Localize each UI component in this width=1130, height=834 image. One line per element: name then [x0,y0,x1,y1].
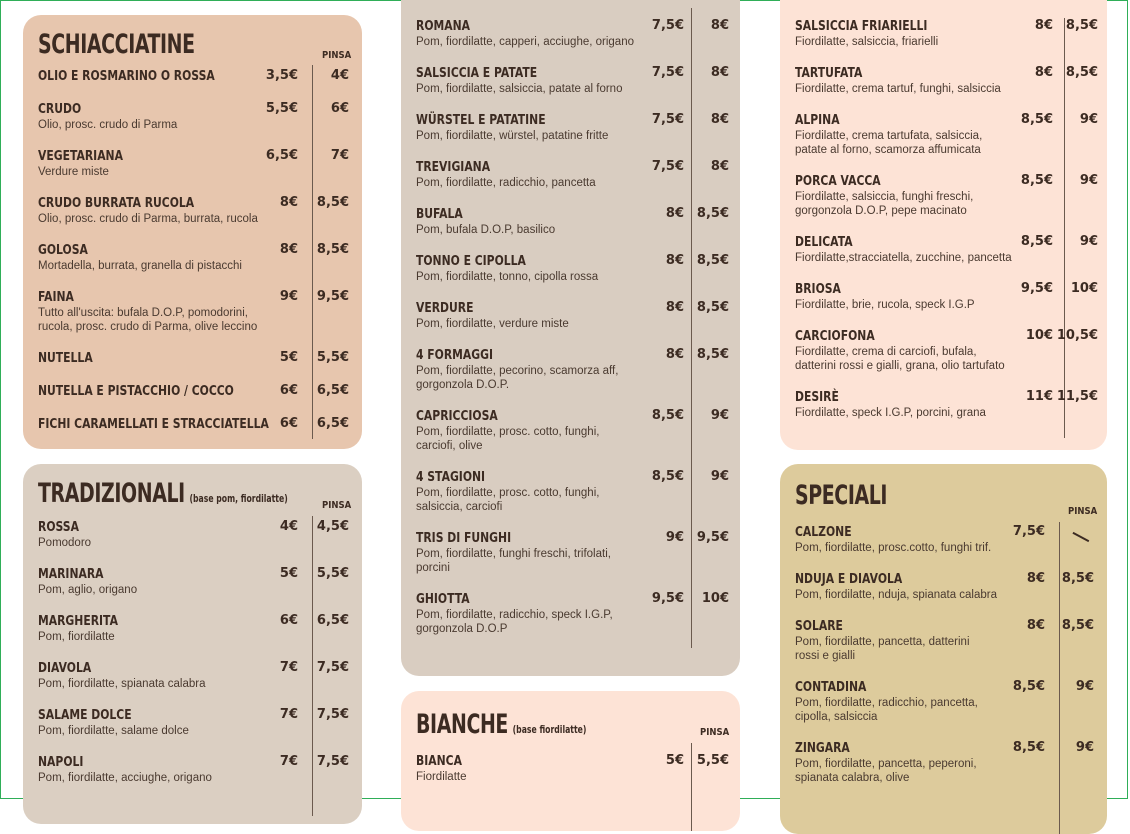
item-description: Pom, bufala D.O.P, basilico [416,224,556,236]
item-price: 8,5€ [651,408,684,423]
item-pinsa-price: 8,5€ [696,206,729,221]
item-price: 4€ [279,519,298,534]
item-price: 5€ [665,753,684,768]
item-price: 8,5€ [1020,234,1053,249]
menu-item [38,566,352,606]
item-name: VERDURE [416,300,474,316]
item-price: 9,5€ [651,591,684,606]
item-pinsa-price: 8,5€ [316,242,349,257]
item-description: Fiordilatte [416,771,467,783]
item-name: BRIOSA [795,281,841,297]
menu-item [795,389,1097,429]
item-pinsa-price: 9€ [1075,740,1094,755]
item-description: Fiordilatte, speck I.G.P, porcini, grana [795,407,986,419]
item-price: 6€ [279,416,298,431]
pinsa-header: PINSA [322,50,352,61]
menu-item [38,101,352,141]
item-pinsa-price: 7,5€ [316,660,349,675]
menu-item [416,206,730,246]
item-pinsa-price: 8,5€ [696,347,729,362]
item-name: VEGETARIANA [38,148,123,164]
menu-item [38,613,352,653]
menu-item [795,618,1097,662]
section-title-text: TRADIZIONALI [38,478,185,509]
item-pinsa-price: 4,5€ [316,519,349,534]
price-divider [1059,522,1060,834]
menu-item [38,289,352,333]
item-price: 5€ [279,566,298,581]
menu-item [795,65,1097,105]
item-pinsa-price: 8€ [710,65,729,80]
item-description: Pom, fiordilatte, spianata calabra [38,678,206,690]
item-price: 5€ [279,350,298,365]
item-price: 8,5€ [1012,740,1045,755]
item-name: NUTELLA E PISTACCHIO / COCCO [38,383,234,399]
menu-item [38,754,352,794]
item-name: CALZONE [795,524,852,540]
item-pinsa-price: 6€ [330,101,349,116]
item-pinsa-price: 5,5€ [316,350,349,365]
item-pinsa-price: 8,5€ [1065,65,1098,80]
item-name: NUTELLA [38,350,93,366]
item-price: 7€ [279,754,298,769]
item-pinsa-price: 5,5€ [696,753,729,768]
item-price: 8€ [1034,18,1053,33]
item-price: 8€ [279,242,298,257]
item-name: BIANCA [416,753,462,769]
item-price: 8€ [1026,571,1045,586]
item-pinsa-price: 9€ [1079,173,1098,188]
section-title: SPECIALI [795,480,888,511]
item-pinsa-price: 7,5€ [316,707,349,722]
item-name: TRIS DI FUNGHI [416,530,512,546]
item-pinsa-price: 7,5€ [316,754,349,769]
bianche-section [401,691,740,831]
item-description: Olio, prosc. crudo di Parma, burrata, rucola [38,213,258,225]
menu-item [38,660,352,700]
item-name: 4 FORMAGGI [416,347,494,363]
item-pinsa-price: 6,5€ [316,416,349,431]
item-price: 8€ [1034,65,1053,80]
section-title [38,478,288,509]
item-description: Pom, fiordilatte, pecorino, scamorza aff, gorgonzola D.O.P. [416,365,619,391]
item-description: Fiordilatte,stracciatella, zucchine, pancetta [795,252,1012,264]
item-pinsa-price: 8,5€ [1061,571,1094,586]
item-description: Pom, fiordilatte, funghi freschi, trifolati, porcini [416,548,611,574]
item-price: 7€ [279,707,298,722]
item-description: Pomodoro [38,537,92,549]
menu-item [795,571,1097,611]
item-price: 8,5€ [1020,112,1053,127]
item-description: Pom, fiordilatte, radicchio, pancetta [416,177,596,189]
section-title: SCHIACCIATINE [38,29,195,60]
menu-item [416,65,730,105]
item-price: 11€ [1025,389,1053,404]
schiacciatine-section [23,15,362,449]
item-pinsa-price: 5,5€ [316,566,349,581]
item-pinsa-price: 10€ [701,591,729,606]
item-description: Pom, fiordilatte, prosc.cotto, funghi trif. [795,542,992,554]
item-price: 8,5€ [1012,679,1045,694]
item-price: 7,5€ [651,159,684,174]
item-description: Tutto all'uscita: bufala D.O.P, pomodorini, rucola, prosc. crudo di Parma, olive leccino [38,307,258,333]
item-name: CRUDO BURRATA RUCOLA [38,195,195,211]
menu-item [795,112,1098,156]
item-pinsa-price: 9€ [1079,234,1098,249]
menu-item [416,408,730,452]
item-price: 9€ [665,530,684,545]
item-description: Pom, fiordilatte, pancetta, datterini rossi e gialli [795,636,970,662]
item-price: 3,5€ [265,68,298,83]
item-name: TREVIGIANA [416,159,491,175]
menu-item [38,242,352,282]
item-name: DIAVOLA [38,660,92,676]
item-description: Pom, fiordilatte, acciughe, origano [38,772,212,784]
item-description: Pom, fiordilatte, salame dolce [38,725,189,737]
item-price: 8€ [279,195,298,210]
menu-item [416,753,730,793]
item-name: 4 STAGIONI [416,469,486,485]
item-name: OLIO E ROSMARINO O ROSSA [38,68,215,84]
section-subtitle: (base fiordilatte) [512,723,587,736]
menu-item [795,234,1097,274]
menu-item [795,679,1097,723]
item-pinsa-price: 8€ [710,18,729,33]
pinsa-header: PINSA [700,727,730,738]
menu-item [795,740,1097,784]
item-pinsa-price: 8€ [710,112,729,127]
item-name: GHIOTTA [416,591,470,607]
menu-item [38,707,352,747]
item-name: CRUDO [38,101,82,117]
item-description: Pom, fiordilatte, verdure miste [416,318,569,330]
item-name: FAINA [38,289,74,305]
item-pinsa-price: 8,5€ [696,300,729,315]
item-description: Pom, fiordilatte, nduja, spianata calabra [795,589,998,601]
item-name: SALAME DOLCE [38,707,132,723]
item-description: Pom, fiordilatte, würstel, patatine fritte [416,130,609,142]
item-pinsa-price: 8,5€ [316,195,349,210]
item-pinsa-price: 6,5€ [316,383,349,398]
item-price: 8€ [665,206,684,221]
item-name: BUFALA [416,206,463,222]
item-price: 10€ [1025,328,1053,343]
menu-item [795,328,1098,372]
menu-item [416,159,730,199]
menu-item [416,469,730,513]
item-name: CAPRICCIOSA [416,408,498,424]
item-name: MARINARA [38,566,104,582]
item-pinsa-price: 6,5€ [316,613,349,628]
item-pinsa-price: 9€ [710,469,729,484]
menu-item [795,281,1097,321]
item-name: GOLOSA [38,242,88,258]
item-description: Fiordilatte, brie, rucola, speck I.G.P [795,299,975,311]
item-price: 8€ [665,300,684,315]
menu-item [795,524,1097,564]
item-name: ZINGARA [795,740,850,756]
item-pinsa-price: 9€ [710,408,729,423]
item-pinsa-price: 8€ [710,159,729,174]
item-pinsa-price: 9€ [1079,112,1098,127]
pinsa-header: PINSA [322,500,352,511]
menu-item [416,591,730,635]
item-pinsa-price: 11,5€ [1056,389,1098,404]
item-name: TONNO E CIPOLLA [416,253,526,269]
item-name: SALSICCIA E PATATE [416,65,538,81]
item-description: Pom, aglio, origano [38,584,138,596]
item-description: Fiordilatte, crema tartuf, funghi, salsiccia [795,83,1001,95]
item-price: 6€ [279,613,298,628]
item-pinsa-price: 9,5€ [316,289,349,304]
item-pinsa-price: 9,5€ [696,530,729,545]
item-price: 8€ [665,253,684,268]
item-name: MARGHERITA [38,613,118,629]
menu-item [38,148,352,188]
item-name: ALPINA [795,112,840,128]
item-name: NAPOLI [38,754,84,770]
item-description: Pom, fiordilatte, radicchio, speck I.G.P, gorgonzola D.O.P [416,609,613,635]
section-title-text: BIANCHE [416,709,508,740]
item-pinsa-price: 8,5€ [696,253,729,268]
menu-item [795,173,1098,217]
item-name: SALSICCIA FRIARIELLI [795,18,928,34]
item-price: 8€ [665,347,684,362]
item-price: 8€ [1026,618,1045,633]
item-pinsa-price: 10€ [1070,281,1098,296]
pinsa-header: PINSA [1068,506,1098,517]
item-name: WÜRSTEL E PATATINE [416,112,546,128]
item-price: 8,5€ [651,469,684,484]
item-description: Mortadella, burrata, granella di pistacchi [38,260,242,272]
item-name: DESIRÈ [795,389,839,405]
item-price: 6,5€ [265,148,298,163]
item-description: Olio, prosc. crudo di Parma [38,119,178,131]
item-price: 7€ [279,660,298,675]
menu-item [38,416,352,449]
menu-item [416,112,730,152]
item-name: PORCA VACCA [795,173,881,189]
item-price: 7,5€ [651,65,684,80]
item-name: SOLARE [795,618,843,634]
item-name: DELICATA [795,234,853,250]
item-pinsa-price: 10,5€ [1056,328,1098,343]
item-description: Fiordilatte, salsiccia, friarielli [795,36,939,48]
menu-item [416,253,730,293]
item-name: ROMANA [416,18,470,34]
item-pinsa-price: 8,5€ [1061,618,1094,633]
item-pinsa-price: 4€ [330,68,349,83]
item-price: 7,5€ [651,18,684,33]
item-name: FICHI CARAMELLATI E STRACCIATELLA [38,416,269,432]
menu-item [38,195,352,235]
item-description: Fiordilatte, crema di carciofi, bufala, datterini rossi e gialli, grana, olio tartufato [795,346,1005,372]
item-description: Pom, fiordilatte, prosc. cotto, funghi, salsiccia, carciofi [416,487,600,513]
item-name: CARCIOFONA [795,328,875,344]
item-price: 5,5€ [265,101,298,116]
item-description: Pom, fiordilatte, tonno, cipolla rossa [416,271,599,283]
item-name: TARTUFATA [795,65,863,81]
tradizionali-section [23,464,362,824]
item-price: 9,5€ [1020,281,1053,296]
item-price: 7,5€ [651,112,684,127]
item-description: Pom, fiordilatte, prosc. cotto, funghi, carciofi, olive [416,426,600,452]
item-description: Fiordilatte, crema tartufata, salsiccia, patate al forno, scamorza affumicata [795,130,983,156]
menu-item [416,300,730,340]
section-title [416,709,586,740]
item-description: Pom, fiordilatte [38,631,115,643]
item-description: Pom, fiordilatte, pancetta, peperoni, spianata calabra, olive [795,758,977,784]
bianche-continued-section [780,0,1107,450]
item-name: NDUJA E DIAVOLA [795,571,903,587]
item-price: 9€ [279,289,298,304]
section-subtitle: (base pom, fiordilatte) [189,492,288,505]
rosse-section [401,0,740,676]
speciali-section [780,464,1107,834]
item-description: Verdure miste [38,166,109,178]
item-price: 8,5€ [1020,173,1053,188]
item-description: Pom, fiordilatte, salsiccia, patate al forno [416,83,623,95]
item-price: 6€ [279,383,298,398]
item-name: CONTADINA [795,679,867,695]
menu-item [38,519,352,559]
item-pinsa-price: 7€ [330,148,349,163]
item-name: ROSSA [38,519,79,535]
menu-item [416,18,730,58]
item-pinsa-price: 8,5€ [1065,18,1098,33]
item-description: Pom, fiordilatte, capperi, acciughe, origano [416,36,634,48]
menu-item [795,18,1097,58]
item-description: Pom, fiordilatte, radicchio, pancetta, cipolla, salsiccia [795,697,978,723]
item-pinsa-price: 9€ [1075,679,1094,694]
menu-item [416,530,730,574]
item-description: Fiordilatte, salsiccia, funghi freschi, gorgonzola D.O.P, pepe macinato [795,191,974,217]
item-price: 7,5€ [1012,524,1045,539]
menu-item [416,347,730,391]
